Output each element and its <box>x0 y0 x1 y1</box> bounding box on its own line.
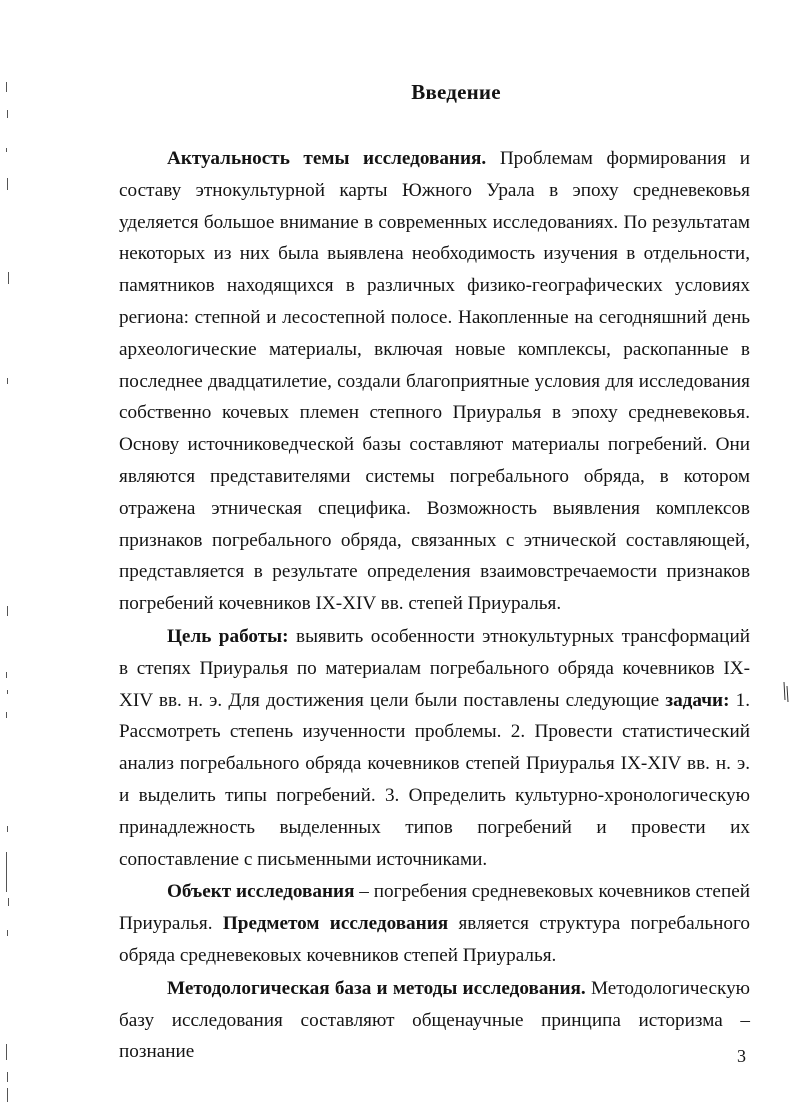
document-body <box>119 143 750 1068</box>
paragraph-text: является структура погребального обряда средневековых кочевников степей Приуралья. <box>119 913 750 966</box>
paragraph-text: 1. Рассмотреть степень изученности проблемы. 2. Провести статистический анализ погребального обряда кочевников степей Приуралья IX-XIV вв. н. э. и выделить типы погребений. 3. Определить культурно-хронологическую принадлежность выделенных типов погребений и провести их сопоставление с письменными источниками. <box>119 689 751 870</box>
paragraph-lead: Цель работы: <box>167 625 289 647</box>
paragraph-text: Проблемам формирования и составу этнокультурной карты Южного Урала в эпоху средневековья уделяется большое внимание в современных исследованиях. По результатам некоторых из них была выявлена необходимость изучения в отдельности, памятников находящихся в различных физико-географических условиях региона: степной и лесостепной полосе. Накопленные на сегодняшний день археологические материалы, включая новые комплексы, раскопанные в последнее двадцатилетие, создали благоприятные условия для исследования собственно кочевых племен степного Приуралья в эпоху средневековья. Основу источниковедческой базы составляют материалы погребений. Они являются представителями системы погребального обряда, в котором отражена этническая специфика. Возможность выявления комплексов признаков погребального обряда, связанных с этнической составляющей, представляется в результате определения взаимовстречаемости признаков погребений кочевников IX-XIV вв. степей Приуралья. <box>119 148 750 615</box>
paragraph-lead: Методологическая база и методы исследования. <box>167 977 586 999</box>
paragraph-goal <box>119 621 750 875</box>
paragraph-relevance <box>119 143 750 620</box>
paragraph-text: выявить особенности этнокультурных трансформаций в степях Приуралья по материалам погребального обряда кочевников IX-XIV вв. н. э. Для достижения цели были поставлены следующие <box>119 625 750 711</box>
scan-margin-mark <box>782 680 790 704</box>
paragraph-object <box>119 876 750 971</box>
paragraph-lead: Актуальность темы исследования. <box>167 148 487 169</box>
paragraph-methodology <box>119 973 750 1068</box>
tasks-label: задачи: <box>665 689 730 711</box>
paragraph-text: Методологическую базу исследования составляют общенаучные принципа историзма – познание <box>119 977 750 1063</box>
paragraph-text: – погребения средневековых кочевников степей Приуралья. <box>119 881 751 935</box>
paragraph-lead: Объект исследования <box>167 881 355 903</box>
scan-edge-marks <box>0 0 20 1104</box>
subject-label: Предметом исследования <box>222 913 449 935</box>
page-number: 3 <box>737 1046 746 1066</box>
page-title: Введение <box>411 80 501 104</box>
